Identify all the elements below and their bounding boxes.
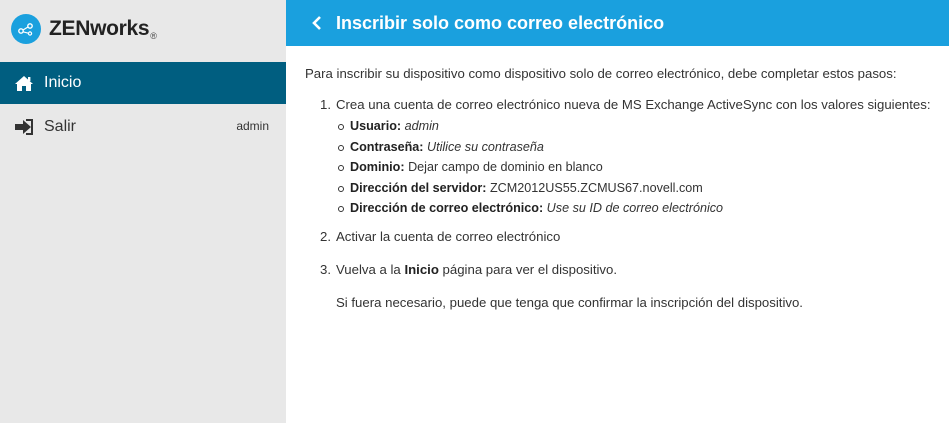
brand-name: ZENworks® bbox=[49, 17, 157, 41]
current-user: admin bbox=[236, 119, 269, 133]
sidebar-item-inicio[interactable] bbox=[0, 62, 286, 104]
account-fields-list bbox=[336, 116, 945, 219]
field-servidor bbox=[336, 178, 945, 199]
field-label: Dirección del servidor: bbox=[350, 180, 487, 195]
step-text: página para ver el dispositivo. bbox=[442, 261, 618, 277]
step-text: Vuelva a la bbox=[336, 261, 401, 277]
field-value: Dejar campo de dominio en blanco bbox=[408, 160, 603, 174]
sidebar-item-label: Salir bbox=[44, 118, 77, 135]
inicio-reference: Inicio bbox=[404, 261, 439, 277]
field-value: Utilice su contraseña bbox=[426, 139, 544, 154]
step-number: 3. bbox=[320, 261, 331, 277]
field-usuario bbox=[336, 116, 945, 137]
step-item bbox=[320, 227, 945, 247]
brand[interactable] bbox=[0, 0, 286, 58]
home-icon bbox=[13, 74, 35, 92]
field-correo bbox=[336, 198, 945, 219]
share-nodes-icon bbox=[11, 14, 41, 44]
page-header bbox=[286, 0, 949, 46]
intro-text: Para inscribir su dispositivo como dispositivo solo de correo electrónico, debe completar estos pasos: bbox=[305, 66, 897, 81]
sign-out-icon bbox=[13, 118, 35, 136]
field-value: ZCM2012US55.ZCMUS67.novell.com bbox=[489, 180, 703, 195]
field-label: Usuario: bbox=[350, 119, 402, 133]
sidebar-item-label: Inicio bbox=[44, 74, 82, 91]
step-text: Activar la cuenta de correo electrónico bbox=[336, 228, 561, 244]
field-value: admin bbox=[404, 119, 439, 133]
step-number: 1. bbox=[320, 97, 331, 112]
step-number: 2. bbox=[320, 228, 331, 244]
brand-registered-mark: ® bbox=[150, 31, 157, 41]
field-label: Contraseña: bbox=[350, 139, 424, 154]
main-content bbox=[305, 64, 945, 313]
field-contrasena bbox=[336, 137, 945, 158]
chevron-left-icon[interactable] bbox=[312, 15, 326, 31]
field-dominio bbox=[336, 157, 945, 178]
step-note: Si fuera necesario, puede que tenga que confirmar la inscripción del dispositivo. bbox=[336, 294, 803, 310]
field-label: Dirección de correo electrónico: bbox=[350, 201, 544, 215]
step-item bbox=[320, 95, 945, 219]
sidebar-item-salir[interactable] bbox=[0, 106, 286, 148]
field-label: Dominio: bbox=[350, 160, 405, 174]
steps-list bbox=[305, 95, 945, 313]
field-value: Use su ID de correo electrónico bbox=[546, 201, 724, 215]
step-text: Crea una cuenta de correo electrónico nueva de MS Exchange ActiveSync con los valores siguientes: bbox=[336, 97, 931, 112]
page-title: Inscribir solo como correo electrónico bbox=[336, 12, 665, 33]
sidebar bbox=[0, 0, 286, 423]
step-item bbox=[320, 260, 945, 313]
